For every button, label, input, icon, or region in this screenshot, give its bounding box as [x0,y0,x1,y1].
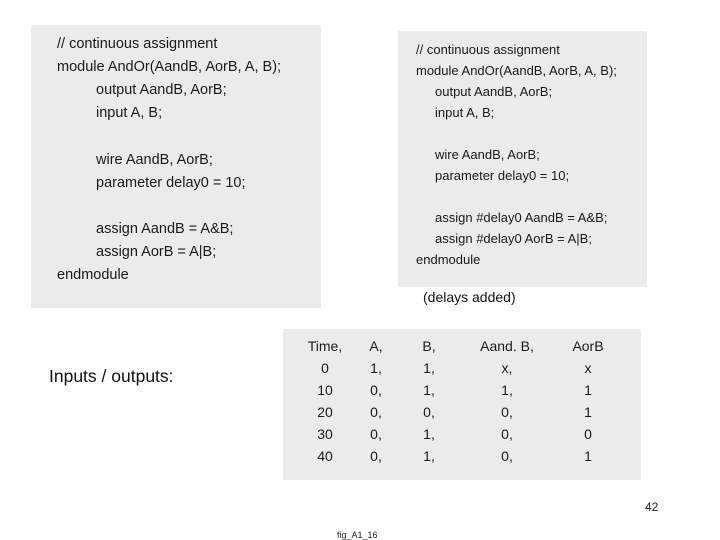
code-line: module AndOr(AandB, AorB, A, B); [416,63,617,78]
table-cell: 0 [584,426,592,442]
table-cell: 0, [370,448,382,464]
table-header: A, [369,338,383,354]
code-line: assign #delay0 AorB = A|B; [435,231,592,246]
table-cell: x [584,360,592,376]
table-cell: 0, [370,404,382,420]
table-cell: 0, [501,448,513,464]
code-line: parameter delay0 = 10; [96,175,246,191]
code-line: // continuous assignment [416,42,560,57]
table-cell: 30 [317,426,333,442]
code-line: module AndOr(AandB, AorB, A, B); [57,59,282,75]
table-cell: 20 [317,404,333,420]
table-cell: 10 [317,382,333,398]
code-line: output AandB, AorB; [435,84,553,99]
table-cell: 1, [423,426,435,442]
code-line: output AandB, AorB; [96,82,227,98]
code-line: assign #delay0 AandB = A&B; [435,210,608,225]
table-cell: x, [501,360,513,376]
table-header: B, [422,338,436,354]
table-cell: 0, [501,426,513,442]
code-panel-with-delays [398,31,647,287]
code-line: endmodule [416,252,481,267]
table-cell: 1 [584,448,592,464]
table-cell: 0 [321,360,329,376]
delays-caption: (delays added) [423,289,516,305]
code-line: assign AorB = A|B; [96,244,217,260]
io-table [283,329,641,480]
code-line: wire AandB, AorB; [96,152,213,168]
table-cell: 0, [501,404,513,420]
code-line: parameter delay0 = 10; [435,168,570,183]
figure-label: fig_A1_16 [337,530,378,540]
table-cell: 1, [423,448,435,464]
code-line: input A, B; [435,105,495,120]
table-cell: 40 [317,448,333,464]
code-line: // continuous assignment [57,36,218,52]
table-cell: 1, [501,382,513,398]
code-panel-original [31,25,321,308]
code-line: endmodule [57,267,129,283]
code-line: wire AandB, AorB; [435,147,540,162]
table-header: Time, [307,338,343,354]
page-number: 42 [645,500,659,514]
table-cell: 1 [584,382,592,398]
table-cell: 0, [423,404,435,420]
code-line: assign AandB = A&B; [96,221,234,237]
code-line: input A, B; [96,105,163,121]
table-header: AorB [572,338,604,354]
table-header: Aand. B, [480,338,534,354]
table-cell: 1, [423,382,435,398]
io-label: Inputs / outputs: [49,366,174,386]
table-cell: 1, [423,360,435,376]
table-cell: 0, [370,426,382,442]
table-cell: 1, [370,360,382,376]
table-cell: 0, [370,382,382,398]
table-cell: 1 [584,404,592,420]
